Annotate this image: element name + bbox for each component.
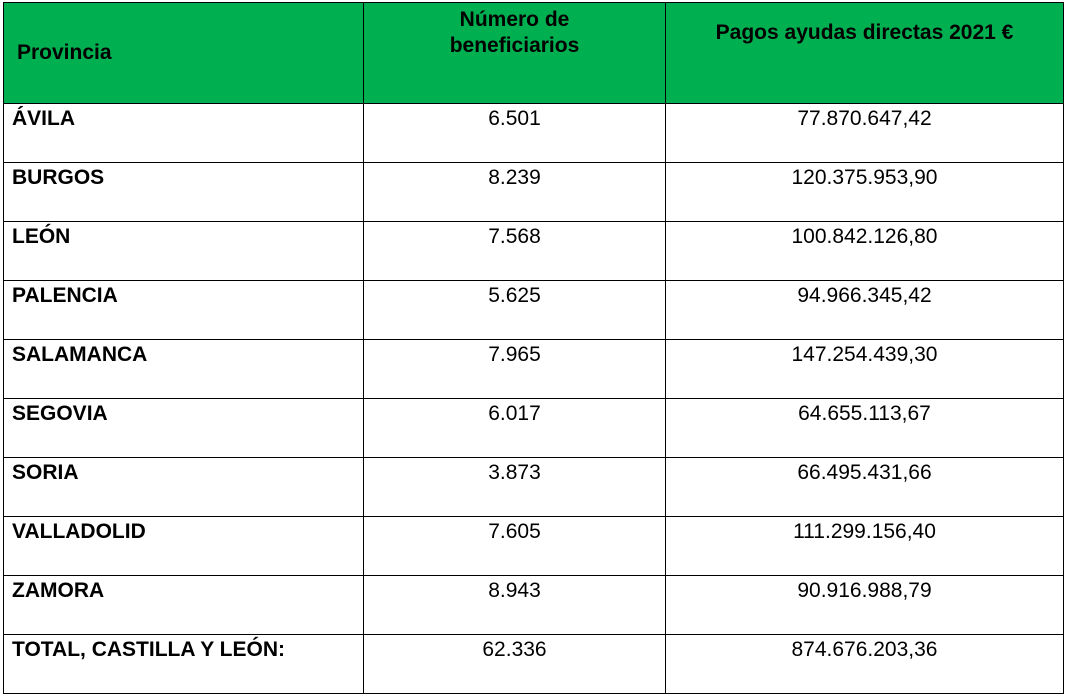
payments-cell: 100.842.126,80	[666, 222, 1064, 281]
beneficiaries-cell: 7.965	[364, 340, 666, 399]
table-row	[4, 163, 1064, 222]
total-beneficiaries-cell: 62.336	[364, 635, 666, 694]
payments-cell: 94.966.345,42	[666, 281, 1064, 340]
table-row	[4, 340, 1064, 399]
beneficiaries-cell: 7.605	[364, 517, 666, 576]
beneficiaries-cell: 5.625	[364, 281, 666, 340]
payments-cell: 77.870.647,42	[666, 104, 1064, 163]
beneficiaries-cell: 6.017	[364, 399, 666, 458]
table-row	[4, 576, 1064, 635]
total-label-cell: TOTAL, CASTILLA Y LEÓN:	[4, 635, 364, 694]
province-cell: BURGOS	[4, 163, 364, 222]
header-beneficiaries	[364, 3, 666, 104]
beneficiaries-cell: 3.873	[364, 458, 666, 517]
beneficiaries-cell: 8.239	[364, 163, 666, 222]
table-row	[4, 281, 1064, 340]
province-cell: SALAMANCA	[4, 340, 364, 399]
payments-cell: 64.655.113,67	[666, 399, 1064, 458]
beneficiaries-cell: 6.501	[364, 104, 666, 163]
table-row	[4, 399, 1064, 458]
header-payments: Pagos ayudas directas 2021 €	[666, 3, 1064, 104]
table-row	[4, 458, 1064, 517]
payments-cell: 147.254.439,30	[666, 340, 1064, 399]
payments-cell: 120.375.953,90	[666, 163, 1064, 222]
payments-cell: 111.299.156,40	[666, 517, 1064, 576]
province-cell: LEÓN	[4, 222, 364, 281]
direct-payments-table	[3, 2, 1064, 694]
province-cell: SEGOVIA	[4, 399, 364, 458]
table-row	[4, 104, 1064, 163]
header-beneficiaries-line1: Número de	[459, 8, 570, 31]
payments-cell: 90.916.988,79	[666, 576, 1064, 635]
total-row	[4, 635, 1064, 694]
province-cell: ZAMORA	[4, 576, 364, 635]
table-row	[4, 517, 1064, 576]
payments-cell: 66.495.431,66	[666, 458, 1064, 517]
beneficiaries-cell: 7.568	[364, 222, 666, 281]
total-payments-cell: 874.676.203,36	[666, 635, 1064, 694]
province-cell: ÁVILA	[4, 104, 364, 163]
table-row	[4, 222, 1064, 281]
header-row	[4, 3, 1064, 104]
beneficiaries-cell: 8.943	[364, 576, 666, 635]
header-province: Provincia	[4, 3, 364, 104]
province-cell: PALENCIA	[4, 281, 364, 340]
province-cell: VALLADOLID	[4, 517, 364, 576]
header-beneficiaries-line2: beneficiarios	[449, 34, 580, 57]
province-cell: SORIA	[4, 458, 364, 517]
